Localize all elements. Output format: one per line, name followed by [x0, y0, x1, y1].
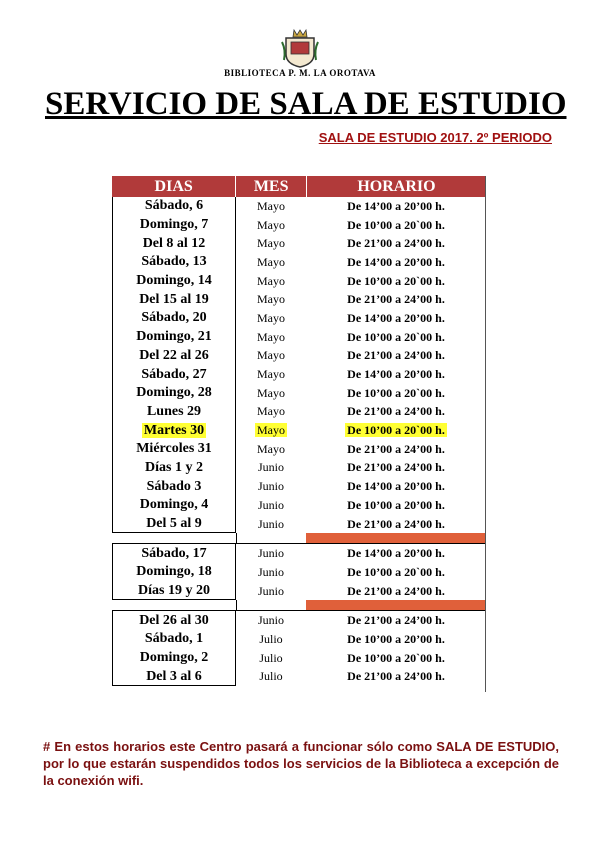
table-row — [112, 515, 486, 534]
schedule-cell — [306, 546, 486, 561]
table-row — [112, 563, 486, 582]
month-cell-text: Mayo — [257, 441, 285, 456]
month-cell-text: Julio — [259, 650, 283, 665]
month-cell-text: Mayo — [257, 310, 285, 325]
day-cell-text: Domingo, 18 — [136, 564, 212, 580]
schedule-cell — [306, 218, 486, 233]
footnote: # En estos horarios este Centro pasará a funcionar sólo como SALA DE ESTUDIO, por lo que estarán suspendidos todos los servicios de la Biblioteca a excepción de la conexión wifi. — [43, 739, 559, 788]
day-cell — [112, 236, 236, 252]
schedule-cell-text: De 21’00 a 24’00 h. — [347, 348, 445, 363]
month-cell-text: Julio — [259, 631, 283, 646]
month-cell — [236, 292, 306, 307]
month-cell — [236, 479, 306, 494]
schedule-cell-text: De 14’00 a 20’00 h. — [347, 254, 445, 269]
schedule-cell-text: De 10’00 a 20`00 h. — [347, 564, 445, 579]
month-cell — [236, 517, 306, 532]
month-cell-text: Mayo — [257, 292, 285, 307]
table-row — [112, 477, 486, 496]
day-cell-text: Del 5 al 9 — [146, 516, 202, 532]
schedule-cell — [306, 613, 486, 628]
schedule-cell-text: De 10’00 a 20`00 h. — [347, 217, 445, 232]
table-row — [112, 272, 486, 291]
month-cell-text: Mayo — [257, 273, 285, 288]
month-cell — [236, 632, 306, 647]
schedule-cell — [306, 517, 486, 532]
separator-cell — [112, 533, 237, 543]
month-cell — [236, 274, 306, 289]
day-cell — [112, 441, 236, 457]
day-cell-text: Lunes 29 — [146, 403, 202, 419]
schedule-cell — [306, 651, 486, 666]
schedule-cell-text: De 10’00 a 20’00 h. — [347, 631, 445, 646]
schedule-cell — [306, 498, 486, 513]
day-cell-text: Del 3 al 6 — [146, 668, 202, 684]
day-cell-text: Del 26 al 30 — [139, 612, 209, 628]
schedule-cell-text: De 21’00 a 24’00 h. — [347, 669, 445, 684]
schedule-cell-text: De 21’00 a 24’00 h. — [347, 404, 445, 419]
day-cell-text: Días 1 y 2 — [145, 459, 203, 475]
schedule-cell-text: De 14’00 a 20’00 h. — [347, 546, 445, 561]
day-cell-text: Domingo, 2 — [139, 650, 209, 666]
month-cell — [236, 348, 306, 363]
month-cell — [236, 330, 306, 345]
schedule-cell — [306, 632, 486, 647]
table-row — [112, 197, 486, 216]
day-cell — [112, 385, 236, 401]
table-row — [112, 309, 486, 328]
month-cell-text: Junio — [257, 583, 284, 598]
schedule-cell-text: De 21’00 a 24’00 h. — [347, 613, 445, 628]
schedule-cell — [306, 423, 486, 438]
column-header-dias: DIAS — [112, 176, 236, 197]
schedule-cell — [306, 236, 486, 251]
month-cell-text: Mayo — [257, 217, 285, 232]
table-group — [112, 611, 486, 686]
schedule-cell — [306, 348, 486, 363]
day-cell — [112, 669, 236, 685]
day-cell — [112, 613, 236, 629]
separator-cell — [237, 600, 307, 610]
schedule-cell-text: De 21’00 a 24’00 h. — [347, 583, 445, 598]
table-row — [112, 611, 486, 630]
month-cell-text: Mayo — [257, 236, 285, 251]
day-cell — [112, 367, 236, 383]
table-row — [112, 403, 486, 422]
day-cell-text: Sábado, 6 — [144, 198, 204, 214]
day-cell — [112, 198, 236, 214]
table-row — [112, 253, 486, 272]
schedule-cell — [306, 292, 486, 307]
month-cell — [236, 613, 306, 628]
page-title: SERVICIO DE SALA DE ESTUDIO — [45, 86, 567, 122]
table-row — [112, 290, 486, 309]
library-name: BIBLIOTECA P. M. LA OROTAVA — [224, 68, 376, 78]
day-cell — [112, 348, 236, 364]
separator-cell — [306, 600, 486, 610]
day-cell — [112, 254, 236, 270]
table-row — [112, 328, 486, 347]
day-cell — [112, 583, 236, 599]
month-cell — [236, 669, 306, 684]
schedule-cell — [306, 199, 486, 214]
table-row — [112, 459, 486, 478]
separator-cell — [306, 533, 486, 543]
schedule-cell — [306, 311, 486, 326]
schedule-cell-text: De 21’00 a 24’00 h. — [347, 441, 445, 456]
schedule-cell — [306, 274, 486, 289]
table-right-border — [485, 176, 486, 692]
day-cell-text: Sábado, 13 — [141, 254, 207, 270]
month-cell — [236, 367, 306, 382]
table-row — [112, 384, 486, 403]
day-cell-text: Sábado 3 — [146, 478, 202, 494]
month-cell-text: Junio — [257, 516, 284, 531]
schedule-cell — [306, 479, 486, 494]
month-cell-text: Junio — [257, 479, 284, 494]
day-cell — [112, 292, 236, 308]
schedule-cell — [306, 669, 486, 684]
schedule-cell — [306, 584, 486, 599]
month-cell — [236, 565, 306, 580]
month-cell — [236, 218, 306, 233]
schedule-cell-text: De 14’00 a 20’00 h. — [347, 367, 445, 382]
day-cell — [112, 273, 236, 289]
table-row — [112, 582, 486, 601]
schedule-cell — [306, 386, 486, 401]
schedule-cell-text: De 10’00 a 20’00 h. — [347, 497, 445, 512]
day-cell-text: Domingo, 14 — [136, 273, 212, 289]
month-cell — [236, 423, 306, 438]
schedule-cell-text: De 10’00 a 20`00 h. — [347, 329, 445, 344]
month-cell — [236, 442, 306, 457]
table-row — [112, 544, 486, 563]
month-cell-text: Mayo — [257, 367, 285, 382]
schedule-cell — [306, 330, 486, 345]
day-cell — [112, 497, 236, 513]
month-cell — [236, 584, 306, 599]
schedule-cell-text: De 14’00 a 20’00 h. — [347, 310, 445, 325]
schedule-cell-text: De 14’00 a 20’00 h. — [347, 479, 445, 494]
day-cell — [112, 404, 236, 420]
day-cell — [112, 329, 236, 345]
day-cell-text: Domingo, 21 — [136, 329, 212, 345]
day-cell-text: Domingo, 7 — [139, 217, 209, 233]
day-cell — [112, 631, 236, 647]
day-cell-text: Sábado, 20 — [141, 310, 207, 326]
day-cell-text: Miércoles 31 — [136, 441, 212, 457]
day-cell — [112, 650, 236, 666]
table-row — [112, 649, 486, 668]
month-cell — [236, 199, 306, 214]
table-row — [112, 347, 486, 366]
day-cell — [112, 546, 236, 562]
table-separator — [112, 533, 486, 544]
separator-cell — [112, 600, 237, 610]
month-cell-text: Junio — [257, 460, 284, 475]
day-cell — [112, 310, 236, 326]
schedule-cell-text: De 21’00 a 24’00 h. — [347, 460, 445, 475]
schedule-cell-text: De 10’00 a 20`00 h. — [347, 385, 445, 400]
page-subtitle: SALA DE ESTUDIO 2017. 2º PERIODO — [318, 130, 552, 145]
month-cell — [236, 404, 306, 419]
month-cell-text: Mayo — [257, 198, 285, 213]
schedule-table — [112, 176, 486, 686]
month-cell-text: Mayo — [257, 348, 285, 363]
table-row — [112, 365, 486, 384]
schedule-cell-text: De 21’00 a 24’00 h. — [347, 236, 445, 251]
table-row — [112, 421, 486, 440]
month-cell-text: Mayo — [257, 254, 285, 269]
day-cell — [112, 516, 236, 532]
month-cell-text: Julio — [259, 669, 283, 684]
schedule-cell-text: De 21’00 a 24’00 h. — [347, 516, 445, 531]
table-row — [112, 440, 486, 459]
table-row — [112, 216, 486, 235]
day-cell-text: Días 19 y 20 — [138, 583, 210, 599]
month-cell — [236, 651, 306, 666]
table-row — [112, 630, 486, 649]
month-cell-text: Mayo — [257, 385, 285, 400]
day-cell-text: Sábado, 27 — [141, 366, 207, 382]
schedule-cell — [306, 565, 486, 580]
day-cell-text: Sábado, 17 — [141, 545, 207, 561]
schedule-cell-text: De 21’00 a 24’00 h. — [347, 292, 445, 307]
month-cell-text: Mayo — [257, 404, 285, 419]
schedule-cell — [306, 367, 486, 382]
month-cell — [236, 498, 306, 513]
day-cell — [112, 423, 236, 439]
day-cell-text: Del 8 al 12 — [142, 235, 206, 251]
month-cell — [236, 311, 306, 326]
table-row — [112, 668, 486, 687]
month-cell-text: Mayo — [257, 423, 285, 438]
table-group — [112, 197, 486, 533]
schedule-cell-text: De 14’00 a 20’00 h. — [347, 198, 445, 213]
day-cell — [112, 460, 236, 476]
table-row — [112, 496, 486, 515]
column-header-mes: MES — [236, 176, 307, 197]
month-cell — [236, 386, 306, 401]
table-group — [112, 544, 486, 600]
schedule-cell — [306, 460, 486, 475]
coat-of-arms-logo — [280, 28, 320, 68]
schedule-cell — [306, 255, 486, 270]
day-cell — [112, 564, 236, 580]
day-cell-text: Del 15 al 19 — [139, 291, 209, 307]
day-cell-text: Del 22 al 26 — [139, 347, 209, 363]
day-cell — [112, 217, 236, 233]
day-cell — [112, 479, 236, 495]
month-cell — [236, 546, 306, 561]
month-cell-text: Junio — [257, 564, 284, 579]
day-cell-text: Martes 30 — [143, 422, 205, 438]
schedule-cell-text: De 10’00 a 20`00 h. — [347, 423, 445, 438]
column-header-horario: HORARIO — [357, 177, 436, 195]
month-cell-text: Junio — [257, 613, 284, 628]
schedule-cell-text: De 10’00 a 20`00 h. — [347, 650, 445, 665]
month-cell-text: Junio — [257, 497, 284, 512]
month-cell — [236, 236, 306, 251]
table-row — [112, 234, 486, 253]
month-cell — [236, 460, 306, 475]
month-cell-text: Mayo — [257, 329, 285, 344]
month-cell — [236, 255, 306, 270]
day-cell-text: Domingo, 28 — [136, 385, 212, 401]
separator-cell — [237, 533, 307, 543]
month-cell-text: Junio — [257, 546, 284, 561]
day-cell-text: Domingo, 4 — [139, 497, 209, 513]
schedule-cell — [306, 442, 486, 457]
schedule-cell-text: De 10’00 a 20`00 h. — [347, 273, 445, 288]
day-cell-text: Sábado, 1 — [144, 631, 204, 647]
table-separator — [112, 600, 486, 611]
table-header — [112, 176, 486, 197]
schedule-cell — [306, 404, 486, 419]
